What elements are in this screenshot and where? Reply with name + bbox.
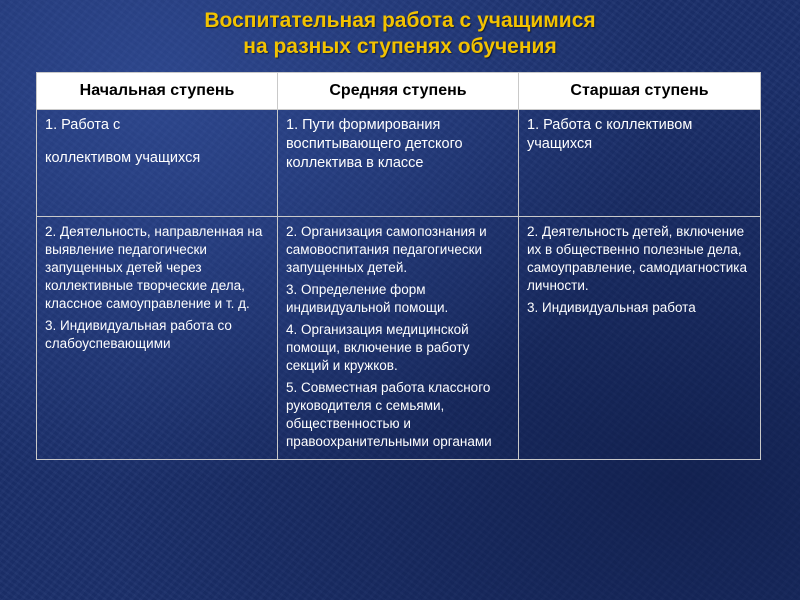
table-row (37, 217, 761, 460)
cell-middle-row2 (278, 217, 519, 460)
cell-text: 3. Определение форм индивидуальной помощи. (286, 282, 449, 315)
cell-senior-row1 (519, 110, 761, 217)
cell-middle-row1 (278, 110, 519, 217)
title-line-1: Воспитательная работа с учащимися (204, 9, 596, 32)
cell-text: 2. Деятельность, направленная на выявление педагогически запущенных детей через коллективные творческие дела, классное самоуправление и т. д. (45, 224, 263, 311)
cell-text: 2. Деятельность детей, включение их в общественно полезные дела, самоуправление, самодиагностика личности. (527, 224, 747, 293)
cell-text: 1. Пути формирования воспитывающего детского коллектива в классе (286, 117, 463, 171)
title-line-2: на разных ступенях обучения (243, 35, 557, 58)
cell-text: 1. Работа с коллективом учащихся (527, 117, 693, 152)
cell-text: 2. Организация самопознания и самовоспитания педагогически запущенных детей. (286, 224, 487, 275)
cell-text: 3. Индивидуальная работа со слабоуспевающими (45, 318, 232, 351)
header-primary-stage: Начальная ступень (37, 73, 278, 110)
cell-primary-row1 (37, 110, 278, 217)
cell-senior-row2 (519, 217, 761, 460)
table-header-row (37, 73, 761, 110)
cell-text: 4. Организация медицинской помощи, включение в работу секций и кружков. (286, 322, 470, 373)
cell-text: 1. Работа с (45, 117, 121, 133)
cell-primary-row2 (37, 217, 278, 460)
cell-text: 3. Индивидуальная работа (527, 300, 696, 315)
table-row (37, 110, 761, 217)
cell-text: коллективом учащихся (45, 150, 201, 166)
stages-table (36, 72, 761, 460)
header-middle-stage: Средняя ступень (278, 73, 519, 110)
cell-text: 5. Совместная работа классного руководителя с семьями, общественностью и правоохранительными органами (286, 380, 492, 449)
header-senior-stage: Старшая ступень (519, 73, 761, 110)
slide-title (0, 8, 800, 60)
